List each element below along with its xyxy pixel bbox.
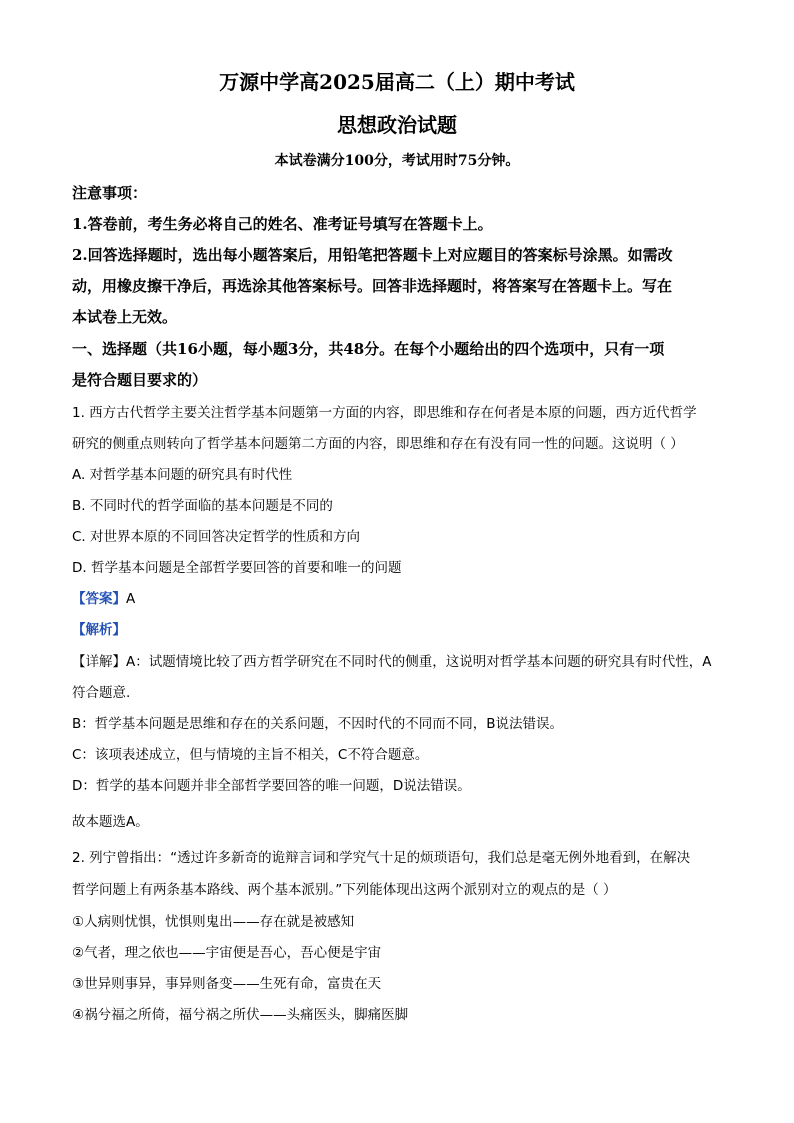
q2-item-4: ④祸兮福之所倚，福兮祸之所伏——头痛医头，脚痛医脚 xyxy=(72,1007,409,1023)
q2-stem-line-1: 2. 列宁曾指出：“透过许多新奇的诡辩言词和学究气十足的烦琐语句，我们总是毫无例外地看到，在解决 xyxy=(72,850,691,866)
q1-detail-d: D：哲学的基本问题并非全部哲学要回答的唯一问题，D说法错误。 xyxy=(72,778,471,794)
q1-answer xyxy=(72,587,734,607)
q2-item-2: ②气者，理之依也——宇宙便是吾心，吾心便是宇宙 xyxy=(72,945,382,961)
q2-item-1: ①人病则忧惧，忧惧则鬼出——存在就是被感知 xyxy=(72,914,355,930)
exam-info: 本试卷满分100分，考试用时75分钟。 xyxy=(274,153,520,169)
analysis-tag: 【解析】 xyxy=(72,622,126,638)
q1-stem-line-1: 1. 西方古代哲学主要关注哲学基本问题第一方面的内容，即思维和存在何者是本原的问题，西方近代哲学 xyxy=(72,405,697,421)
answer-tag: 【答案】 xyxy=(72,591,126,607)
answer-value: A xyxy=(126,591,136,607)
q1-stem-line-2: 研究的侧重点则转向了哲学基本问题第二方面的内容，即思维和存在有没有同一性的问题。这说明（ ） xyxy=(72,436,684,452)
q2-item-3: ③世异则事异，事异则备变——生死有命，富贵在天 xyxy=(72,976,382,992)
notice-item-2-line-3: 本试卷上无效。 xyxy=(72,308,178,326)
subject-title: 思想政治试题 xyxy=(337,113,457,137)
q1-analysis xyxy=(72,618,734,638)
q2-stem-line-2: 哲学问题上有两条基本路线、两个基本派别。”下列能体现出这两个派别对立的观点的是（ ） xyxy=(72,882,617,898)
notice-heading: 注意事项： xyxy=(72,184,148,202)
q1-detail-c: C：该项表述成立，但与情境的主旨不相关，C不符合题意。 xyxy=(72,747,429,763)
q1-detail-line-2: 符合题意. xyxy=(72,685,131,701)
section-heading-line-2: 是符合题目要求的） xyxy=(72,371,208,389)
q1-option-c: C. 对世界本原的不同回答决定哲学的性质和方向 xyxy=(72,529,361,545)
q1-option-b: B. 不同时代的哲学面临的基本问题是不同的 xyxy=(72,498,333,514)
q1-detail-line-1 xyxy=(72,650,734,670)
section-heading-line-1: 一、选择题（共16小题，每小题3分，共48分。在每个小题给出的四个选项中，只有一项 xyxy=(72,340,665,358)
detail-text: A：试题情境比较了西方哲学研究在不同时代的侧重，这说明对哲学基本问题的研究具有时代性，A xyxy=(126,654,712,670)
q1-option-a: A. 对哲学基本问题的研究具有时代性 xyxy=(72,467,293,483)
q1-detail-b: B：哲学基本问题是思维和存在的关系问题，不因时代的不同而不同，B说法错误。 xyxy=(72,716,564,732)
q1-option-d: D. 哲学基本问题是全部哲学要回答的首要和唯一的问题 xyxy=(72,560,402,576)
notice-item-1: 1.答卷前，考生务必将自己的姓名、准考证号填写在答题卡上。 xyxy=(72,215,493,233)
q1-conclusion: 故本题选A。 xyxy=(72,814,149,830)
notice-item-2-line-1: 2.回答选择题时，选出每小题答案后，用铅笔把答题卡上对应题目的答案标号涂黑。如需改 xyxy=(72,246,673,264)
exam-title: 万源中学高2025届高二（上）期中考试 xyxy=(219,70,575,94)
notice-item-2-line-2: 动，用橡皮擦干净后，再选涂其他答案标号。回答非选择题时，将答案写在答题卡上。写在 xyxy=(72,277,673,295)
detail-tag: 【详解】 xyxy=(72,654,126,670)
